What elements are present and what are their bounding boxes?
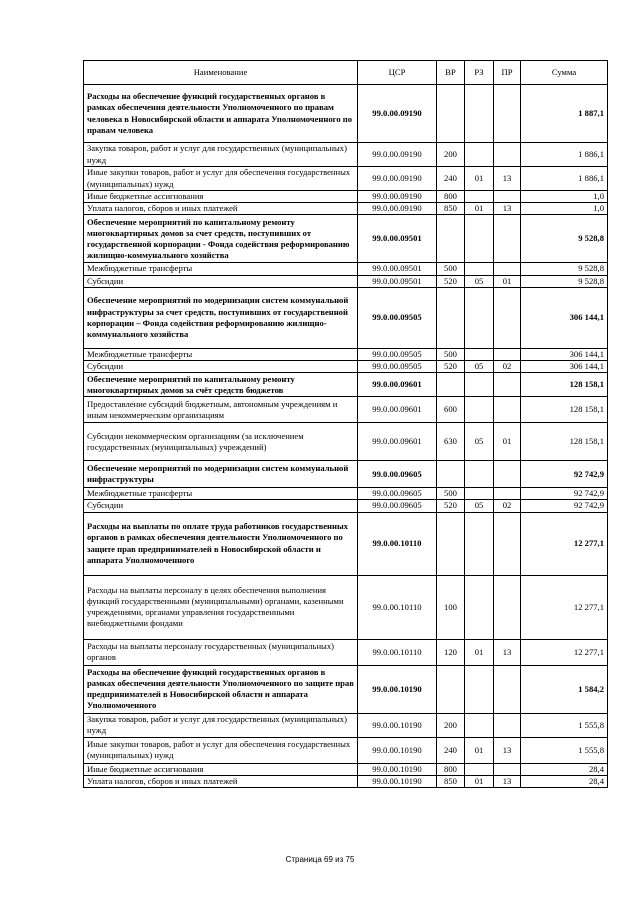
- row-csr: 99.0.00.10190: [358, 763, 437, 775]
- row-vr: 850: [437, 203, 465, 215]
- table-row: [84, 275, 608, 287]
- row-vr: 520: [437, 500, 465, 512]
- header-csr: ЦСР: [358, 61, 437, 85]
- row-vr: 520: [437, 275, 465, 287]
- row-vr: [437, 665, 465, 713]
- table-row: [84, 167, 608, 191]
- header-sum: Сумма: [521, 61, 608, 85]
- row-csr: 99.0.00.09190: [358, 203, 437, 215]
- row-rz: [465, 575, 494, 639]
- row-pr: [494, 461, 521, 488]
- row-sum: 92 742,9: [521, 488, 608, 500]
- row-csr: 99.0.00.09190: [358, 85, 437, 143]
- row-pr: 01: [494, 275, 521, 287]
- row-sum: 1 555,8: [521, 737, 608, 763]
- row-csr: 99.0.00.10110: [358, 512, 437, 575]
- row-vr: 200: [437, 143, 465, 167]
- table-row: [84, 373, 608, 397]
- row-vr: 500: [437, 263, 465, 275]
- row-csr: 99.0.00.09190: [358, 191, 437, 203]
- row-csr: 99.0.00.10110: [358, 639, 437, 665]
- row-rz: [465, 397, 494, 423]
- row-vr: [437, 461, 465, 488]
- row-pr: [494, 512, 521, 575]
- row-rz: 01: [465, 167, 494, 191]
- row-name: Иные закупки товаров, работ и услуг для обеспечения государственных (муниципальных) нужд: [84, 167, 358, 191]
- row-pr: [494, 143, 521, 167]
- row-pr: [494, 191, 521, 203]
- row-pr: 13: [494, 167, 521, 191]
- row-vr: 800: [437, 191, 465, 203]
- row-csr: 99.0.00.09601: [358, 423, 437, 461]
- row-name: Закупка товаров, работ и услуг для государственных (муниципальных) нужд: [84, 713, 358, 737]
- row-name: Расходы на выплаты персоналу в целях обеспечения выполнения функций государственными (муниципальными) органами, казенными учреждениями, органами управления государственными внебюджетными фондами: [84, 575, 358, 639]
- table-row: [84, 191, 608, 203]
- table-row: [84, 461, 608, 488]
- table-row: [84, 775, 608, 787]
- row-csr: 99.0.00.09605: [358, 461, 437, 488]
- row-rz: 01: [465, 639, 494, 665]
- row-rz: 05: [465, 361, 494, 373]
- table-row: [84, 361, 608, 373]
- row-sum: 12 277,1: [521, 639, 608, 665]
- table-row: [84, 215, 608, 263]
- row-name: Межбюджетные трансферты: [84, 263, 358, 275]
- row-name: Иные бюджетные ассигнования: [84, 191, 358, 203]
- row-rz: [465, 763, 494, 775]
- row-pr: [494, 263, 521, 275]
- table-row: [84, 665, 608, 713]
- table-row: [84, 639, 608, 665]
- row-pr: 13: [494, 775, 521, 787]
- table-row: [84, 348, 608, 360]
- row-sum: 9 528,8: [521, 275, 608, 287]
- budget-table: [83, 60, 608, 788]
- row-pr: [494, 763, 521, 775]
- row-rz: 05: [465, 500, 494, 512]
- row-pr: 13: [494, 737, 521, 763]
- row-csr: 99.0.00.09501: [358, 215, 437, 263]
- row-name: Расходы на обеспечение функций государственных органов в рамках обеспечения деятельности Уполномоченного по защите прав предпринимателей в Новосибирской области и аппарата Уполномоченного: [84, 665, 358, 713]
- row-sum: 92 742,9: [521, 461, 608, 488]
- row-sum: 1 584,2: [521, 665, 608, 713]
- row-pr: [494, 215, 521, 263]
- row-vr: [437, 85, 465, 143]
- row-pr: [494, 665, 521, 713]
- row-rz: 05: [465, 423, 494, 461]
- row-sum: 128 158,1: [521, 423, 608, 461]
- table-row: [84, 143, 608, 167]
- row-csr: 99.0.00.09601: [358, 397, 437, 423]
- row-sum: 1 886,1: [521, 167, 608, 191]
- row-sum: 1 555,8: [521, 713, 608, 737]
- row-name: Расходы на обеспечение функций государственных органов в рамках обеспечения деятельности Уполномоченного по правам человека в Новосибирской области и аппарата Уполномоченного по правам человека: [84, 85, 358, 143]
- row-sum: 128 158,1: [521, 397, 608, 423]
- row-name: Уплата налогов, сборов и иных платежей: [84, 775, 358, 787]
- row-name: Закупка товаров, работ и услуг для государственных (муниципальных) нужд: [84, 143, 358, 167]
- row-vr: 630: [437, 423, 465, 461]
- table-row: [84, 85, 608, 143]
- row-csr: 99.0.00.10190: [358, 775, 437, 787]
- row-rz: 05: [465, 275, 494, 287]
- row-rz: [465, 143, 494, 167]
- row-name: Обеспечение мероприятий по модернизации систем коммунальной инфраструктуры: [84, 461, 358, 488]
- row-vr: [437, 287, 465, 348]
- row-vr: 200: [437, 713, 465, 737]
- row-pr: 13: [494, 639, 521, 665]
- row-pr: [494, 713, 521, 737]
- row-rz: 01: [465, 737, 494, 763]
- row-rz: [465, 215, 494, 263]
- row-name: Обеспечение мероприятий по модернизации систем коммунальной инфраструктуры за счет средств, поступивших от государственной корпорации – Фонда содействия реформированию жилищно-коммунального хозяйства: [84, 287, 358, 348]
- row-sum: 12 277,1: [521, 512, 608, 575]
- row-name: Межбюджетные трансферты: [84, 348, 358, 360]
- row-pr: [494, 488, 521, 500]
- row-rz: [465, 287, 494, 348]
- row-sum: 9 528,8: [521, 215, 608, 263]
- row-pr: 02: [494, 361, 521, 373]
- row-name: Субсидии некоммерческим организациям (за исключением государственных (муниципальных) учреждений): [84, 423, 358, 461]
- row-sum: 1,0: [521, 203, 608, 215]
- header-name: Наименование: [84, 61, 358, 85]
- table-row: [84, 737, 608, 763]
- table-row: [84, 713, 608, 737]
- row-name: Иные закупки товаров, работ и услуг для обеспечения государственных (муниципальных) нужд: [84, 737, 358, 763]
- table-row: [84, 488, 608, 500]
- row-csr: 99.0.00.09501: [358, 263, 437, 275]
- table-row: [84, 763, 608, 775]
- row-pr: 13: [494, 203, 521, 215]
- row-vr: 850: [437, 775, 465, 787]
- table-row: [84, 512, 608, 575]
- row-csr: 99.0.00.09190: [358, 167, 437, 191]
- row-pr: [494, 348, 521, 360]
- row-vr: 100: [437, 575, 465, 639]
- row-csr: 99.0.00.09501: [358, 275, 437, 287]
- table-row: [84, 263, 608, 275]
- row-pr: 01: [494, 423, 521, 461]
- table-row: [84, 203, 608, 215]
- row-sum: 28,4: [521, 775, 608, 787]
- row-rz: [465, 348, 494, 360]
- row-rz: [465, 461, 494, 488]
- row-vr: [437, 215, 465, 263]
- row-name: Межбюджетные трансферты: [84, 488, 358, 500]
- row-name: Предоставление субсидий бюджетным, автономным учреждениям и иным некоммерческим организациям: [84, 397, 358, 423]
- row-name: Субсидии: [84, 275, 358, 287]
- row-csr: 99.0.00.09605: [358, 488, 437, 500]
- row-rz: [465, 488, 494, 500]
- row-vr: 500: [437, 488, 465, 500]
- row-sum: 306 144,1: [521, 287, 608, 348]
- row-rz: 01: [465, 775, 494, 787]
- row-sum: 306 144,1: [521, 348, 608, 360]
- row-sum: 12 277,1: [521, 575, 608, 639]
- row-vr: 500: [437, 348, 465, 360]
- row-pr: [494, 287, 521, 348]
- header-rz: РЗ: [465, 61, 494, 85]
- page-number: Страница 69 из 75: [285, 855, 355, 864]
- row-vr: 800: [437, 763, 465, 775]
- row-sum: 306 144,1: [521, 361, 608, 373]
- row-name: Расходы на выплаты персоналу государственных (муниципальных) органов: [84, 639, 358, 665]
- row-vr: 520: [437, 361, 465, 373]
- row-csr: 99.0.00.10190: [358, 713, 437, 737]
- table-header-row: [84, 61, 608, 85]
- row-csr: 99.0.00.10190: [358, 665, 437, 713]
- row-csr: 99.0.00.09505: [358, 287, 437, 348]
- row-name: Субсидии: [84, 500, 358, 512]
- header-vr: ВР: [437, 61, 465, 85]
- row-rz: [465, 512, 494, 575]
- row-csr: 99.0.00.09605: [358, 500, 437, 512]
- row-rz: [465, 713, 494, 737]
- row-pr: [494, 373, 521, 397]
- row-sum: 1 886,1: [521, 143, 608, 167]
- row-sum: 9 528,8: [521, 263, 608, 275]
- row-csr: 99.0.00.10190: [358, 737, 437, 763]
- row-name: Уплата налогов, сборов и иных платежей: [84, 203, 358, 215]
- row-rz: [465, 191, 494, 203]
- row-csr: 99.0.00.09505: [358, 361, 437, 373]
- row-name: Расходы на выплаты по оплате труда работников государственных органов в рамках обеспечения деятельности Уполномоченного по защите прав предпринимателей в Новосибирской области и аппарата Уполномоченного: [84, 512, 358, 575]
- row-pr: [494, 85, 521, 143]
- row-name: Субсидии: [84, 361, 358, 373]
- row-sum: 1,0: [521, 191, 608, 203]
- table-row: [84, 397, 608, 423]
- row-vr: 120: [437, 639, 465, 665]
- row-sum: 92 742,9: [521, 500, 608, 512]
- row-name: Обеспечение мероприятий по капитальному ремонту многоквартирных домов за счет средств, поступивших от государственной корпорации - Фонда содействия реформированию жилищно-коммунального хозяйства: [84, 215, 358, 263]
- table-row: [84, 575, 608, 639]
- row-pr: [494, 575, 521, 639]
- row-sum: 128 158,1: [521, 373, 608, 397]
- row-vr: 240: [437, 167, 465, 191]
- row-csr: 99.0.00.10110: [358, 575, 437, 639]
- row-rz: [465, 263, 494, 275]
- table-row: [84, 423, 608, 461]
- row-name: Иные бюджетные ассигнования: [84, 763, 358, 775]
- row-csr: 99.0.00.09601: [358, 373, 437, 397]
- row-csr: 99.0.00.09190: [358, 143, 437, 167]
- row-vr: [437, 373, 465, 397]
- row-rz: 01: [465, 203, 494, 215]
- row-name: Обеспечение мероприятий по капитальному ремонту многоквартирных домов за счёт средств бюджетов: [84, 373, 358, 397]
- table-row: [84, 500, 608, 512]
- row-rz: [465, 665, 494, 713]
- row-sum: 1 887,1: [521, 85, 608, 143]
- row-rz: [465, 373, 494, 397]
- row-csr: 99.0.00.09505: [358, 348, 437, 360]
- row-rz: [465, 85, 494, 143]
- row-pr: 02: [494, 500, 521, 512]
- row-vr: [437, 512, 465, 575]
- table-body: [84, 85, 608, 788]
- row-vr: 600: [437, 397, 465, 423]
- row-vr: 240: [437, 737, 465, 763]
- row-sum: 28,4: [521, 763, 608, 775]
- table-row: [84, 287, 608, 348]
- header-pr: ПР: [494, 61, 521, 85]
- row-pr: [494, 397, 521, 423]
